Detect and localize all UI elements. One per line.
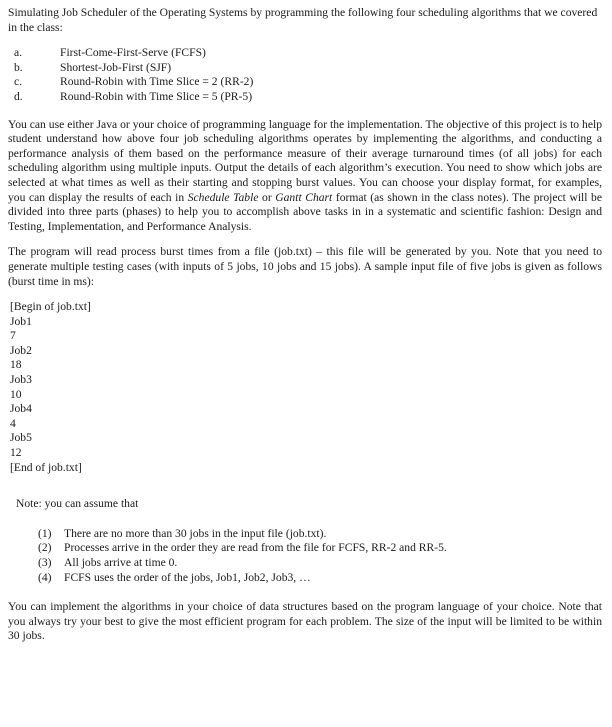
objective-paragraph (8, 118, 602, 235)
list-item-letter: d. (14, 89, 23, 103)
objective-text-part3: format (as shown in the class notes). The project will be divided into three parts (phases) to help you to accomplish above tasks in in a systematic and scientific fashion: Design and Testing, Implementation, and Performance Analysis. (8, 190, 602, 233)
file-line: [End of job.txt] (10, 460, 82, 474)
intro-text: Simulating Job Scheduler of the Operating Systems by programming the following four scheduling algorithms that we covered in the class: (8, 6, 598, 34)
note-text: All jobs arrive at time 0. (64, 556, 178, 569)
list-item-text: Shortest-Job-First (SJF) (60, 60, 172, 74)
file-line: Job4 (10, 402, 32, 416)
note-text: Processes arrive in the order they are read from the file for FCFS, RR-2 and RR-5. (64, 541, 447, 555)
file-line: 7 (10, 329, 16, 343)
list-item-text: Round-Robin with Time Slice = 5 (PR-5) (60, 89, 253, 103)
file-line: 18 (10, 358, 22, 372)
list-item (14, 90, 602, 105)
file-line: 12 (10, 446, 22, 460)
document-page (8, 6, 602, 655)
file-line: Job3 (10, 373, 32, 387)
file-line: 4 (10, 416, 16, 430)
gantt-chart-term: Gantt Chart (275, 190, 333, 204)
file-line: Job5 (10, 431, 32, 445)
schedule-table-term: Schedule Table (187, 190, 259, 204)
list-item-letter: a. (14, 46, 23, 60)
objective-text-part1: You can use either Java or your choice of programming language for the implementation. The objective of this project is to help student understand how above four job scheduling algorithms operates by implementing the algorithms, and conducting a performance analysis of them based on the performance measure of their average turnaround times (of all jobs) for each scheduling algorithm using multiple inputs. Output the details of each algorithm’s execution. You need to show which jobs are selected at what times as well as their starting and stopping burst values. You can choose your display format, for examples, you can display the results of each in (8, 117, 602, 204)
note-number: (1) (38, 526, 52, 540)
file-line: 10 (10, 387, 22, 401)
note-label: Note: you can assume that (16, 497, 139, 511)
note-number: (2) (38, 541, 52, 555)
list-item (14, 46, 602, 61)
list-item (38, 571, 602, 586)
note-number: (4) (38, 570, 52, 584)
file-line: Job1 (10, 314, 32, 328)
list-item-letter: b. (14, 60, 23, 74)
note-text: There are no more than 30 jobs in the input file (job.txt). (64, 526, 327, 540)
objective-text-part2: or (258, 190, 276, 204)
list-item (14, 61, 602, 76)
list-item-text: First-Come-First-Serve (FCFS) (60, 46, 206, 60)
input-file-paragraph: The program will read process burst times from a file (job.txt) – this file will be generated by you. Note that you need to generate multiple testing cases (with inputs of 5 jobs, 10 jobs and 15 jobs). A sample input file of five jobs is given as follows (burst time in ms): (8, 245, 602, 288)
list-item-letter: c. (14, 75, 23, 89)
sample-file-listing (10, 300, 602, 475)
list-item (38, 556, 602, 571)
list-item (38, 541, 602, 556)
note-list (38, 527, 602, 585)
data-structures-paragraph: You can implement the algorithms in your choice of data structures based on the program language of your choice. Note that you always try your best to give the most efficient program for each problem. The size of the input will be limited to be within 30 jobs. (8, 600, 602, 643)
note-text: FCFS uses the order of the jobs, Job1, Job2, Job3, … (64, 570, 311, 584)
algorithm-list (14, 46, 602, 104)
file-line: [Begin of job.txt] (10, 300, 91, 314)
note-number: (3) (38, 556, 52, 569)
file-line: Job2 (10, 343, 32, 357)
list-item-text: Round-Robin with Time Slice = 2 (RR-2) (60, 75, 254, 89)
list-item (14, 75, 602, 90)
list-item (38, 527, 602, 542)
